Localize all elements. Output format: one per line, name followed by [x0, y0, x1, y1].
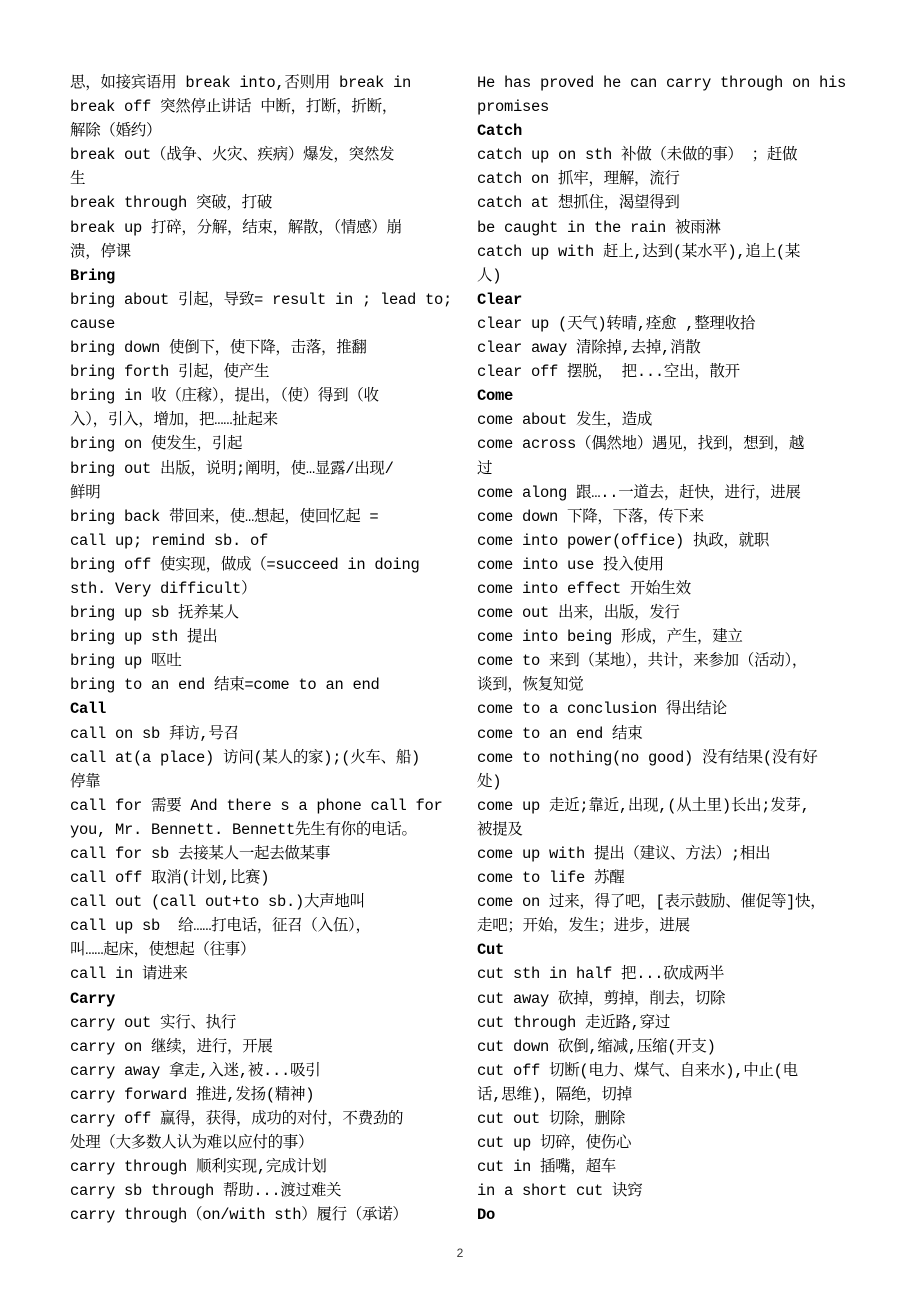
- text-line: 处理（大多数人认为难以应付的事）: [70, 1134, 314, 1153]
- text-line: break off 突然停止讲话 中断，打断，折断，: [70, 98, 398, 117]
- text-line: come into being 形成，产生，建立: [477, 628, 743, 647]
- text-line: call in 请进来: [70, 965, 188, 984]
- right-column: [477, 71, 857, 1228]
- text-line: call up sb 给……打电话，征召（入伍），: [70, 917, 371, 936]
- text-line: cut away 砍掉，剪掉，削去，切除: [477, 989, 726, 1008]
- text-line: cut down 砍倒,缩减,压缩(开支): [477, 1037, 716, 1056]
- text-line: 叫……起床，使想起（往事）: [70, 941, 256, 960]
- text-line: cut out 切除，删除: [477, 1110, 626, 1129]
- text-line: bring in 收（庄稼），提出，（使）得到（收: [70, 387, 379, 406]
- text-line: clear up (天气)转晴,痊愈 ,整理收拾: [477, 314, 756, 333]
- text-line: promises: [477, 98, 550, 117]
- text-line: come about 发生，造成: [477, 411, 653, 430]
- text-line: bring to an end 结束=come to an end: [70, 676, 380, 695]
- text-line: come to life 苏醒: [477, 869, 625, 888]
- section-heading: Bring: [70, 266, 116, 285]
- text-line: carry out 实行、执行: [70, 1013, 237, 1032]
- text-line: break through 突破，打破: [70, 194, 273, 213]
- text-line: carry through（on/with sth）履行（承诺）: [70, 1206, 408, 1225]
- text-line: carry sb through 帮助...渡过难关: [70, 1182, 342, 1201]
- text-line: cut in 插嘴，超车: [477, 1158, 617, 1177]
- text-line: come to a conclusion 得出结论: [477, 700, 727, 719]
- text-line: come into use 投入使用: [477, 555, 664, 574]
- section-heading: Come: [477, 387, 514, 406]
- text-line: 溃，停课: [70, 242, 131, 261]
- text-line: catch up on sth 补做（未做的事） ；赶做: [477, 146, 798, 165]
- text-line: cut through 走近路,穿过: [477, 1013, 671, 1032]
- text-line: come down 下降，下落，传下来: [477, 507, 704, 526]
- text-line: come to nothing(no good) 没有结果(没有好: [477, 748, 818, 767]
- text-line: you, Mr. Bennett. Bennett先生有你的电话。: [70, 820, 417, 839]
- text-line: come along 跟…..一道去，赶快，进行，进展: [477, 483, 801, 502]
- text-line: carry off 赢得，获得，成功的对付，不费劲的: [70, 1110, 404, 1129]
- text-line: clear away 清除掉,去掉,消散: [477, 339, 701, 358]
- page-number: 2: [456, 1246, 464, 1260]
- section-heading: Call: [70, 700, 107, 719]
- text-line: 处): [477, 772, 502, 791]
- text-line: come into power(office) 执政，就职: [477, 531, 770, 550]
- text-line: 思，如接宾语用 break into,否则用 break in: [70, 74, 412, 92]
- text-line: call on sb 拜访,号召: [70, 724, 239, 743]
- text-line: 话,思维)，隔绝，切掉: [477, 1085, 632, 1104]
- text-line: bring on 使发生，引起: [70, 435, 243, 454]
- text-line: break up 打碎，分解，结束，解散，（情感）崩: [70, 218, 402, 237]
- text-line: 被提及: [477, 820, 523, 839]
- text-line: call at(a place) 访问(某人的家);(火车、船): [70, 748, 421, 767]
- text-line: bring down 使倒下，使下降，击落，推翻: [70, 339, 367, 358]
- text-line: come to an end 结束: [477, 724, 643, 743]
- text-line: bring about 引起，导致= result in ; lead to;: [70, 290, 453, 309]
- text-line: bring up sb 抚养某人: [70, 604, 239, 623]
- text-line: come out 出来，出版，发行: [477, 604, 680, 623]
- text-line: bring back 带回来，使…想起，使回忆起 =: [70, 507, 379, 526]
- text-line: call up; remind sb. of: [70, 531, 269, 550]
- text-line: He has proved he can carry through on his: [477, 74, 847, 92]
- text-line: 生: [70, 170, 86, 189]
- text-line: catch up with 赶上,达到(某水平),追上(某: [477, 242, 801, 261]
- text-line: call off 取消(计划,比赛): [70, 869, 270, 888]
- text-line: bring up 呕吐: [70, 652, 182, 671]
- text-line: cut sth in half 把...砍成两半: [477, 965, 725, 984]
- text-line: be caught in the rain 被雨淋: [477, 218, 721, 237]
- section-heading: Cut: [477, 941, 505, 960]
- text-line: carry through 顺利实现,完成计划: [70, 1158, 327, 1177]
- text-line: come up 走近;靠近,出现,(从土里)长出;发芽,: [477, 796, 810, 815]
- text-line: call for 需要 And there s a phone call for: [70, 796, 443, 815]
- text-line: 过: [477, 459, 493, 478]
- text-line: carry forward 推进,发扬(精神): [70, 1085, 315, 1104]
- text-line: sth. Very difficult）: [70, 579, 257, 598]
- text-line: bring forth 引起，使产生: [70, 363, 270, 382]
- text-line: come across（偶然地）遇见，找到，想到，越: [477, 435, 805, 454]
- section-heading: Carry: [70, 989, 116, 1008]
- text-line: cut up 切碎，使伤心: [477, 1134, 632, 1153]
- text-line: call out (call out+to sb.)大声地叫: [70, 893, 365, 912]
- text-line: call for sb 去接某人一起去做某事: [70, 845, 331, 863]
- text-line: 走吧；开始，发生；进步，进展: [477, 917, 690, 936]
- section-heading: Clear: [477, 290, 523, 309]
- text-line: catch on 抓牢，理解，流行: [477, 170, 680, 189]
- text-line: carry away 拿走,入迷,被...吸引: [70, 1061, 321, 1080]
- text-line: 入），引入，增加，把……扯起来: [70, 411, 278, 430]
- left-column: [70, 71, 453, 1228]
- text-line: 人): [477, 266, 502, 285]
- text-line: bring off 使实现，做成（=succeed in doing: [70, 555, 420, 574]
- text-line: carry on 继续，进行，开展: [70, 1037, 273, 1056]
- text-line: come up with 提出（建议、方法）;相出: [477, 845, 771, 863]
- text-line: bring out 出版，说明;阐明，使…显露/出现/: [70, 459, 394, 478]
- text-line: cause: [70, 314, 116, 333]
- text-line: in a short cut 诀窍: [477, 1182, 643, 1201]
- text-line: come to 来到（某地），共计，来参加（活动），: [477, 652, 808, 671]
- section-heading: Do: [477, 1206, 496, 1225]
- text-line: bring up sth 提出: [70, 628, 218, 647]
- text-line: 鲜明: [70, 483, 101, 502]
- text-line: cut off 切断(电力、煤气、自来水),中止(电: [477, 1061, 798, 1080]
- text-line: 谈到，恢复知觉: [477, 676, 584, 695]
- text-line: 解除（婚约）: [70, 122, 162, 141]
- text-line: come on 过来，得了吧，[表示鼓励、催促等]快，: [477, 893, 826, 912]
- text-line: 停靠: [70, 772, 101, 791]
- section-heading: Catch: [477, 122, 523, 141]
- text-line: clear off 摆脱， 把...空出，散开: [477, 363, 740, 382]
- text-line: break out（战争、火灾、疾病）爆发，突然发: [70, 146, 395, 165]
- text-line: come into effect 开始生效: [477, 579, 691, 598]
- text-line: catch at 想抓住，渴望得到: [477, 194, 680, 213]
